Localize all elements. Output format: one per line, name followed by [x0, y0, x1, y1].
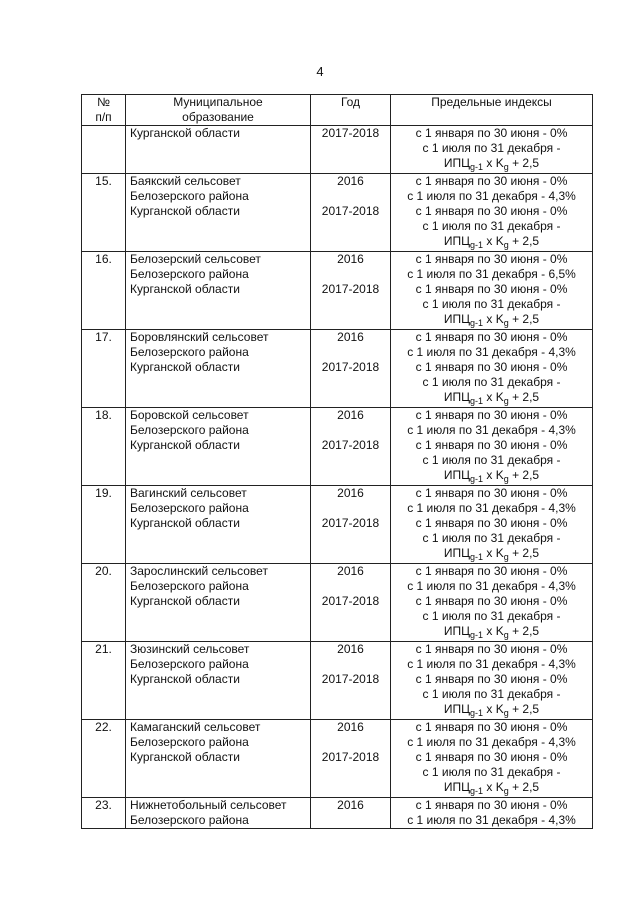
- row-municipality: [126, 126, 311, 174]
- row-number: [82, 126, 126, 174]
- formula-ipc: ИПЦ: [443, 390, 471, 404]
- year-value: 2017-2018: [321, 204, 380, 218]
- index-line: с 1 января по 30 июня - 0%: [415, 564, 568, 578]
- row-number: 22.: [82, 720, 126, 798]
- formula-plus: + 2,5: [508, 468, 540, 482]
- year-value: 2017-2018: [321, 438, 380, 452]
- formula-plus: + 2,5: [508, 390, 540, 404]
- municipality-line: Белозерского района: [130, 657, 249, 671]
- formula-ipc: ИПЦ: [443, 312, 471, 326]
- index-line: с 1 июля по 31 декабря - 4,3%: [407, 345, 576, 359]
- municipality-line: Белозерского района: [130, 423, 249, 437]
- formula-k-sub: g: [503, 708, 509, 718]
- header-number-line2: п/п: [95, 110, 112, 124]
- index-line: с 1 января по 30 июня - 0%: [415, 798, 568, 812]
- year-value: 2017-2018: [321, 360, 380, 374]
- index-line: с 1 января по 30 июня - 0%: [415, 330, 568, 344]
- header-municipality: [126, 95, 311, 126]
- index-line: с 1 января по 30 июня - 0%: [415, 486, 568, 500]
- index-line: с 1 июля по 31 декабря - 4,3%: [407, 423, 576, 437]
- row-indexes: [391, 642, 593, 720]
- table-row-partial: [82, 798, 593, 829]
- formula-plus: + 2,5: [508, 312, 540, 326]
- table-header-row: [82, 95, 593, 126]
- row-municipality: [126, 252, 311, 330]
- row-year: [311, 174, 391, 252]
- year-value: 2017-2018: [321, 750, 380, 764]
- formula-k: x K: [483, 234, 504, 248]
- index-line: с 1 июля по 31 декабря - 4,3%: [407, 579, 576, 593]
- row-number: 17.: [82, 330, 126, 408]
- header-municipality-line2: образование: [182, 110, 254, 124]
- index-line: с 1 июля по 31 декабря - 4,3%: [407, 735, 576, 749]
- municipality-line: Зарослинский сельсовет: [130, 564, 268, 578]
- table-row-20: [82, 564, 593, 642]
- municipality-line: Баякский сельсовет: [130, 174, 241, 188]
- formula-k-sub: g: [503, 786, 509, 796]
- year-value: 2016: [337, 720, 364, 734]
- row-municipality: [126, 174, 311, 252]
- formula-k-sub: g: [503, 162, 509, 172]
- header-number: [82, 95, 126, 126]
- index-line: с 1 января по 30 июня - 0%: [415, 126, 568, 140]
- formula-k-sub: g: [503, 396, 509, 406]
- formula-plus: + 2,5: [508, 234, 540, 248]
- index-line: с 1 июля по 31 декабря -: [422, 219, 561, 233]
- index-line: с 1 января по 30 июня - 0%: [415, 282, 568, 296]
- row-number: 15.: [82, 174, 126, 252]
- formula-ipc-sub: g-1: [470, 240, 484, 250]
- formula-ipc: ИПЦ: [443, 780, 471, 794]
- row-year: [311, 486, 391, 564]
- row-year: [311, 720, 391, 798]
- index-line: с 1 января по 30 июня - 0%: [415, 750, 568, 764]
- index-line: с 1 июля по 31 декабря -: [422, 375, 561, 389]
- table-row-15: [82, 174, 593, 252]
- row-municipality: [126, 408, 311, 486]
- index-formula: [391, 780, 592, 797]
- header-year: Год: [311, 95, 391, 126]
- year-value: 2016: [337, 330, 364, 344]
- row-number: 20.: [82, 564, 126, 642]
- year-value: 2017-2018: [321, 282, 380, 296]
- formula-k: x K: [483, 468, 504, 482]
- year-spacer: [311, 423, 390, 438]
- index-line: с 1 января по 30 июня - 0%: [415, 204, 568, 218]
- index-line: с 1 января по 30 июня - 0%: [415, 642, 568, 656]
- row-year: [311, 252, 391, 330]
- index-line: с 1 июля по 31 декабря -: [422, 453, 561, 467]
- year-value: 2017-2018: [321, 672, 380, 686]
- municipality-line: Зюзинский сельсовет: [130, 642, 250, 656]
- municipality-line: Курганской области: [130, 360, 240, 374]
- row-municipality: [126, 798, 311, 829]
- year-value: 2016: [337, 564, 364, 578]
- formula-ipc: ИПЦ: [443, 624, 471, 638]
- index-line: с 1 июля по 31 декабря -: [422, 297, 561, 311]
- municipality-line: Белозерского района: [130, 735, 249, 749]
- row-number: 19.: [82, 486, 126, 564]
- formula-ipc-sub: g-1: [470, 162, 484, 172]
- table-row-19: [82, 486, 593, 564]
- row-year: [311, 330, 391, 408]
- formula-ipc-sub: g-1: [470, 318, 484, 328]
- index-formula: [391, 546, 592, 563]
- formula-ipc-sub: g-1: [470, 474, 484, 484]
- row-municipality: [126, 564, 311, 642]
- index-line: с 1 января по 30 июня - 0%: [415, 360, 568, 374]
- formula-ipc-sub: g-1: [470, 552, 484, 562]
- municipality-line: Курганской области: [130, 204, 240, 218]
- municipality-line: Камаганский сельсовет: [130, 720, 261, 734]
- index-line: с 1 января по 30 июня - 0%: [415, 438, 568, 452]
- year-value: 2016: [337, 798, 364, 812]
- municipality-line: Белозерского района: [130, 189, 249, 203]
- index-line: с 1 января по 30 июня - 0%: [415, 174, 568, 188]
- municipality-line: Белозерского района: [130, 501, 249, 515]
- formula-k: x K: [483, 546, 504, 560]
- index-line: с 1 июля по 31 декабря -: [422, 609, 561, 623]
- row-indexes: [391, 252, 593, 330]
- table-row-continuation: [82, 126, 593, 174]
- index-line: с 1 июля по 31 декабря -: [422, 531, 561, 545]
- row-municipality: [126, 330, 311, 408]
- year-value: 2017-2018: [321, 126, 380, 140]
- municipality-line: Белозерского района: [130, 345, 249, 359]
- header-municipality-line1: Муниципальное: [173, 95, 263, 109]
- index-line: с 1 января по 30 июня - 0%: [415, 594, 568, 608]
- year-value: 2016: [337, 408, 364, 422]
- municipality-line: Вагинский сельсовет: [130, 486, 247, 500]
- formula-ipc: ИПЦ: [443, 234, 471, 248]
- index-line: с 1 июля по 31 декабря - 4,3%: [407, 189, 576, 203]
- index-line: с 1 июля по 31 декабря - 4,3%: [407, 501, 576, 515]
- row-number: 23.: [82, 798, 126, 829]
- formula-plus: + 2,5: [508, 624, 540, 638]
- row-indexes: [391, 330, 593, 408]
- year-value: 2016: [337, 642, 364, 656]
- row-indexes: [391, 486, 593, 564]
- index-line: с 1 января по 30 июня - 0%: [415, 672, 568, 686]
- index-formula: [391, 312, 592, 329]
- row-indexes: [391, 798, 593, 829]
- year-value: 2016: [337, 252, 364, 266]
- table-row-22: [82, 720, 593, 798]
- formula-k-sub: g: [503, 474, 509, 484]
- municipality-line: Курганской области: [130, 126, 240, 140]
- formula-k-sub: g: [503, 240, 509, 250]
- index-line: с 1 июля по 31 декабря - 4,3%: [407, 813, 576, 827]
- formula-plus: + 2,5: [508, 780, 540, 794]
- formula-k: x K: [483, 780, 504, 794]
- year-spacer: [311, 735, 390, 750]
- table-row-21: [82, 642, 593, 720]
- row-year: [311, 126, 391, 174]
- row-municipality: [126, 486, 311, 564]
- year-spacer: [311, 501, 390, 516]
- row-indexes: [391, 564, 593, 642]
- header-number-line1: №: [97, 95, 110, 109]
- formula-ipc-sub: g-1: [470, 630, 484, 640]
- year-spacer: [311, 189, 390, 204]
- municipality-line: Белозерского района: [130, 267, 249, 281]
- formula-ipc: ИПЦ: [443, 702, 471, 716]
- row-indexes: [391, 720, 593, 798]
- municipality-line: Боровской сельсовет: [130, 408, 249, 422]
- row-year: [311, 798, 391, 829]
- table-row-16: [82, 252, 593, 330]
- table-row-18: [82, 408, 593, 486]
- index-formula: [391, 624, 592, 641]
- row-year: [311, 642, 391, 720]
- municipality-line: Белозерский сельсовет: [130, 252, 261, 266]
- row-municipality: [126, 642, 311, 720]
- index-formula: [391, 156, 592, 173]
- formula-k: x K: [483, 624, 504, 638]
- formula-k-sub: g: [503, 552, 509, 562]
- formula-plus: + 2,5: [508, 702, 540, 716]
- municipality-line: Курганской области: [130, 594, 240, 608]
- row-year: [311, 408, 391, 486]
- year-spacer: [311, 267, 390, 282]
- municipality-line: Курганской области: [130, 750, 240, 764]
- year-value: 2016: [337, 174, 364, 188]
- index-formula: [391, 234, 592, 251]
- index-line: с 1 июля по 31 декабря -: [422, 141, 561, 155]
- municipality-line: Курганской области: [130, 438, 240, 452]
- table-row-17: [82, 330, 593, 408]
- year-value: 2017-2018: [321, 516, 380, 530]
- municipality-line: Курганской области: [130, 282, 240, 296]
- formula-k: x K: [483, 312, 504, 326]
- formula-k-sub: g: [503, 318, 509, 328]
- row-indexes: [391, 174, 593, 252]
- formula-ipc: ИПЦ: [443, 546, 471, 560]
- year-value: 2016: [337, 486, 364, 500]
- index-line: с 1 июля по 31 декабря -: [422, 687, 561, 701]
- formula-k: x K: [483, 156, 504, 170]
- tariff-index-table: [81, 94, 593, 829]
- index-line: с 1 января по 30 июня - 0%: [415, 252, 568, 266]
- formula-ipc: ИПЦ: [443, 156, 471, 170]
- formula-ipc-sub: g-1: [470, 396, 484, 406]
- year-spacer: [311, 579, 390, 594]
- year-spacer: [311, 345, 390, 360]
- formula-ipc-sub: g-1: [470, 708, 484, 718]
- municipality-line: Курганской области: [130, 672, 240, 686]
- row-number: 21.: [82, 642, 126, 720]
- municipality-line: Нижнетобольный сельсовет: [130, 798, 287, 812]
- index-line: с 1 января по 30 июня - 0%: [415, 720, 568, 734]
- formula-k-sub: g: [503, 630, 509, 640]
- row-number: 16.: [82, 252, 126, 330]
- row-year: [311, 564, 391, 642]
- row-indexes: [391, 126, 593, 174]
- municipality-line: Белозерского района: [130, 813, 249, 827]
- index-line: с 1 июля по 31 декабря -: [422, 765, 561, 779]
- formula-k: x K: [483, 390, 504, 404]
- index-formula: [391, 702, 592, 719]
- index-line: с 1 января по 30 июня - 0%: [415, 408, 568, 422]
- municipality-line: Белозерского района: [130, 579, 249, 593]
- index-line: с 1 июля по 31 декабря - 4,3%: [407, 657, 576, 671]
- formula-plus: + 2,5: [508, 546, 540, 560]
- header-indexes: Предельные индексы: [391, 95, 593, 126]
- row-municipality: [126, 720, 311, 798]
- index-line: с 1 января по 30 июня - 0%: [415, 516, 568, 530]
- year-spacer: [311, 657, 390, 672]
- year-value: 2017-2018: [321, 594, 380, 608]
- row-indexes: [391, 408, 593, 486]
- row-number: 18.: [82, 408, 126, 486]
- formula-ipc-sub: g-1: [470, 786, 484, 796]
- index-formula: [391, 468, 592, 485]
- index-line: с 1 июля по 31 декабря - 6,5%: [407, 267, 576, 281]
- index-formula: [391, 390, 592, 407]
- page-number: 4: [316, 64, 324, 79]
- formula-ipc: ИПЦ: [443, 468, 471, 482]
- formula-k: x K: [483, 702, 504, 716]
- formula-plus: + 2,5: [508, 156, 540, 170]
- municipality-line: Курганской области: [130, 516, 240, 530]
- municipality-line: Боровлянский сельсовет: [130, 330, 269, 344]
